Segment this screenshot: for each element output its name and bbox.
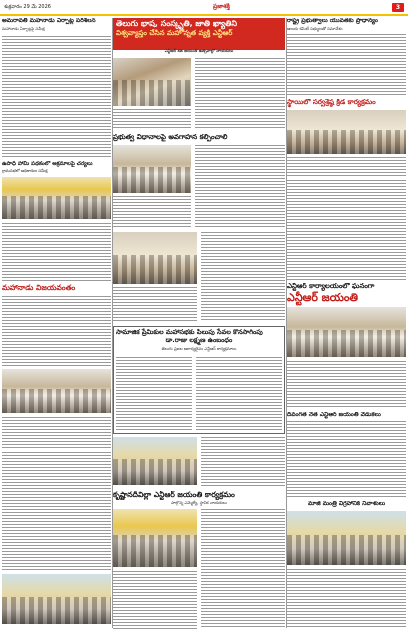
article-ntr-office xyxy=(287,283,406,409)
kicker: ఎన్టీఆర్ శత జయంతి ఉత్సవాల్లో నాయకులు xyxy=(164,48,234,53)
article-youth-priority xyxy=(287,18,406,96)
headline-2: డా.రాజు లక్ష్మణ ఉంబంధం xyxy=(165,336,233,345)
body-text xyxy=(201,437,285,487)
news-photo xyxy=(287,511,406,565)
news-photo xyxy=(113,145,191,193)
article-awareness xyxy=(113,134,285,229)
body-text xyxy=(195,58,285,130)
body-text xyxy=(287,34,406,96)
article-photo-row xyxy=(113,232,285,322)
body-text xyxy=(116,357,192,431)
kicker: ఆలయ కమిటీ సభ్యులతో సమావేశం xyxy=(287,25,343,31)
headline: రాష్ట్ర ప్రభుత్వాలు యువతకు ప్రాధాన్యం xyxy=(287,18,378,24)
article-former-minister xyxy=(287,501,406,629)
column-left xyxy=(2,18,111,628)
article-lines-a xyxy=(287,180,406,280)
kicker: మహానాడు ఏర్పాట్లపై సమీక్ష xyxy=(2,25,45,31)
body-text xyxy=(2,452,111,570)
article-mahanadu-arrangements xyxy=(2,18,111,158)
body-text xyxy=(113,109,191,130)
dateline: గ్రామసభలో అధికారుల సమీక్ష xyxy=(2,168,48,174)
article-photo-strip xyxy=(113,437,285,487)
body-text xyxy=(287,361,406,409)
headline: ప్రభుత్వ విధానాలపై అవగాహన కల్పించాలి xyxy=(113,134,228,141)
news-photo xyxy=(2,177,111,219)
headline: స్థాయిలో సర్వశ్రేష్ఠ క్రీడ కార్యక్రమం xyxy=(287,99,376,106)
kicker: పాల్గొన్న ఎమ్మెల్యే, స్థానిక నాయకులు xyxy=(171,500,227,506)
article-ntr-birthday xyxy=(287,412,406,498)
column-center xyxy=(113,18,285,628)
article-photo-block xyxy=(2,369,111,449)
issue-date: శుక్రవారం 29 మే 2026 xyxy=(4,3,51,10)
body-text xyxy=(287,569,406,629)
news-photo xyxy=(287,110,406,154)
kicker: తెలుగు ప్రజల ఆరాధ్యదైవం ఎన్టీఆర్ కార్యక్రమాలు xyxy=(161,345,237,351)
body-text xyxy=(113,196,191,229)
article-sports-event xyxy=(287,99,406,177)
body-text xyxy=(201,232,285,322)
news-photo xyxy=(113,509,197,567)
body-text xyxy=(2,223,111,281)
article-krishna-ntr xyxy=(113,491,285,629)
news-photo xyxy=(113,232,197,284)
headline: ఎన్టీఆర్ కార్యాలయంలో ఘనంగా xyxy=(287,283,375,290)
body-text xyxy=(287,421,406,498)
news-photo xyxy=(287,307,406,357)
headline-2: ఎన్టీఆర్ జయంతి xyxy=(287,290,359,304)
body-text xyxy=(113,287,197,322)
page-number: 3 xyxy=(392,3,404,12)
body-text xyxy=(2,296,111,366)
body-text xyxy=(2,417,111,449)
article-bottom-left xyxy=(2,452,111,628)
article-mahanadu-success xyxy=(2,284,111,366)
news-photo xyxy=(2,574,111,624)
lead-headline-banner xyxy=(113,18,285,50)
body-text xyxy=(196,357,282,431)
body-text xyxy=(287,180,406,280)
statue-photo xyxy=(113,58,191,106)
body-text xyxy=(113,571,197,629)
lead-headline-2: విశ్వవ్యాప్తం చేసిన మహోన్నత వ్యక్తి ఎన్టీఆర్ xyxy=(116,28,233,37)
headline: ఉపాధి హామీ పథకంలో అక్రమాలపై చర్యలు xyxy=(2,161,93,167)
lead-headline: తెలుగు భాష, సంస్కృతి, జాతి ఖ్యాతిని xyxy=(116,19,237,28)
article-social-gathering xyxy=(113,326,285,434)
paper-name: ప్రజాశక్తి xyxy=(212,3,230,10)
body-text xyxy=(2,36,111,158)
headline: సామాజిక ప్రేమికుల మహాసభకు పిలుపు సేవల కొనసాగింపు xyxy=(116,328,263,336)
body-text xyxy=(287,157,406,177)
headline: మాజీ మంత్రి విగ్రహానికి నివాళులు xyxy=(307,501,386,507)
lead-kicker-row xyxy=(113,48,285,56)
article-employment-scheme xyxy=(2,161,111,281)
lead-article-body xyxy=(113,58,285,130)
headline: కృష్ణానదీవిల్లా ఎన్టీఆర్ జయంతి కార్యక్రమం xyxy=(113,491,235,499)
headline: దివంగత నేత ఎన్టీఆర్ జయంతి వేడుకలు xyxy=(287,412,381,418)
body-text xyxy=(195,145,285,229)
body-text xyxy=(201,509,285,629)
news-photo xyxy=(113,437,197,485)
news-photo xyxy=(2,369,111,413)
masthead xyxy=(0,0,408,16)
column-right xyxy=(287,18,406,628)
headline: మహానాడు విజయవంతం xyxy=(2,284,76,292)
headline: అమరావతి మహనాడు ఏర్పాట్ల పరిశీలన xyxy=(2,18,96,24)
